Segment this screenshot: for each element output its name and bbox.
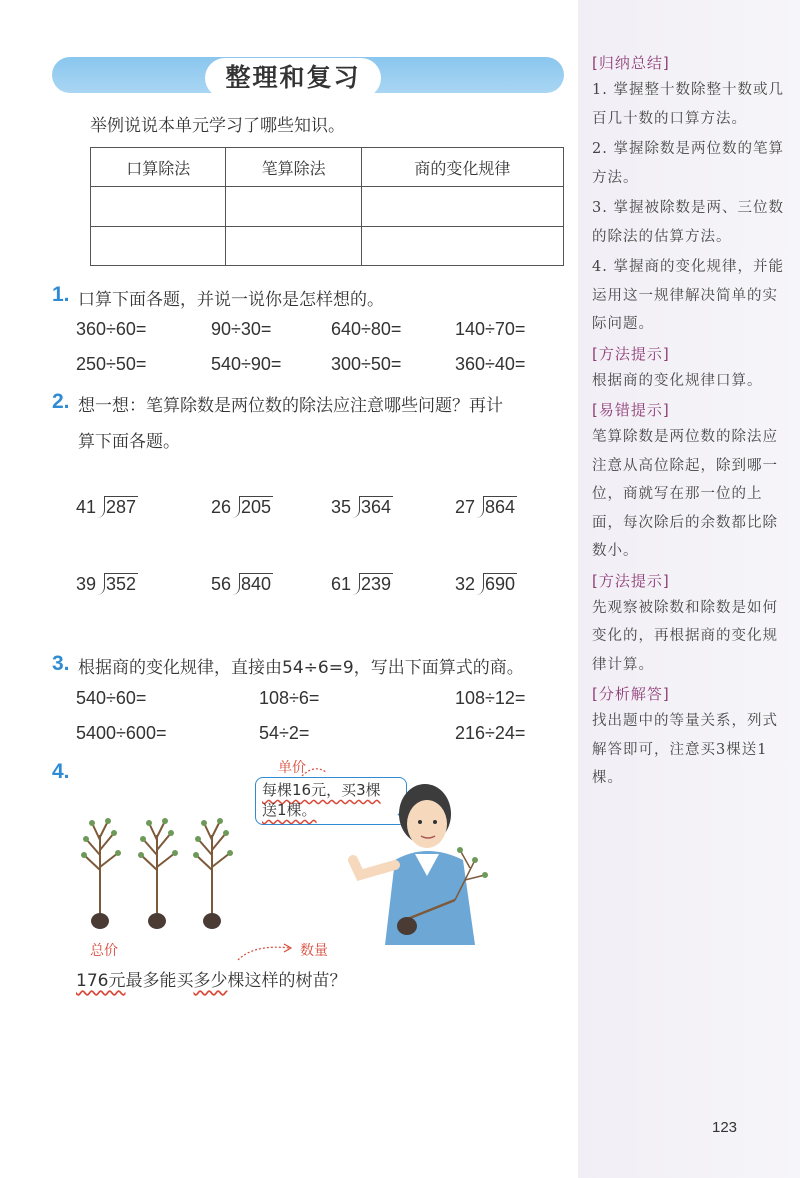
q1-expression: 640÷80= [331,319,402,339]
table-cell[interactable] [226,226,361,265]
question-3-number: 3. [52,652,70,675]
long-division [211,496,273,518]
division-bracket [352,496,360,518]
annotation-arrow-icon [234,940,294,964]
dividend: 239 [361,574,392,594]
long-division [331,573,393,595]
q3-expression: 216÷24= [455,723,526,743]
dividend: 287 [106,497,137,517]
annotation-quantity: 数量 [300,943,328,959]
intro-text: 举例说说本单元学习了哪些知识。 [90,116,345,136]
division-bracket [476,496,484,518]
question-2-number: 2. [52,390,70,413]
sidebar-paragraph: 1. 掌握整十数除整十数或几百几十数的口算方法。 [592,82,784,127]
annotation-total-price: 总价 [90,943,118,959]
sidebar-paragraph: 3. 掌握被除数是两、三位数的除法的估算方法。 [592,200,784,245]
q3-expression: 5400÷600= [76,723,167,743]
long-division [455,573,517,595]
dividend: 205 [241,497,272,517]
table-cell[interactable] [226,187,361,226]
sidebar-heading: [易错提示] [592,401,670,419]
divisor: 61 [331,574,352,594]
saplings-illustration [72,815,242,935]
bubble-line-1: 每棵16元，买3棵 [262,781,381,799]
question-4-number: 4. [52,760,70,783]
dividend: 352 [106,574,137,594]
divisor: 27 [455,497,476,517]
long-division [331,496,393,518]
bubble-line-2: 送1棵。 [262,801,317,819]
sidebar-heading: [分析解答] [592,685,670,703]
q1-expression: 250÷50= [76,354,147,374]
sidebar-paragraph: 4. 掌握商的变化规律，并能运用这一规律解决简单的实际问题。 [592,259,784,332]
q3-expression: 540÷60= [76,688,147,708]
page-title: 整理和复习 [205,58,381,98]
table-cell[interactable] [361,187,563,226]
sidebar [578,0,800,1178]
division-bracket [232,573,240,595]
question-2-text-line2: 算下面各题。 [78,432,180,452]
long-division [455,496,517,518]
divisor: 26 [211,497,232,517]
sidebar-heading: [方法提示] [592,344,670,363]
q1-expression: 540÷90= [211,354,282,374]
division-bracket [352,573,360,595]
knowledge-table [90,147,564,266]
boy-illustration [335,780,495,950]
division-bracket [476,573,484,595]
q4-quantity-word: 多少 [193,971,228,991]
table-cell[interactable] [91,226,226,265]
q1-expression: 300÷50= [331,354,402,374]
table-cell[interactable] [361,226,563,265]
long-division [76,496,138,518]
table-row [91,187,564,226]
divisor: 32 [455,574,476,594]
question-1-number: 1. [52,283,70,306]
divisor: 41 [76,497,97,517]
q4-text-part: 最多能买 [125,971,194,991]
dividend: 864 [485,497,516,517]
q4-text-part: 棵这样的树苗？ [227,971,347,991]
q1-expression: 360÷60= [76,319,147,339]
sidebar-paragraph: 先观察被除数和除数是如何变化的，再根据商的变化规律计算。 [592,599,778,673]
q1-expression: 360÷40= [455,354,526,374]
sidebar-paragraph: 根据商的变化规律口算。 [592,372,763,389]
division-bracket [232,496,240,518]
long-division [211,573,273,595]
q3-expression: 108÷12= [455,688,526,708]
table-header-cell: 口算除法 [91,148,226,187]
dividend: 840 [241,574,272,594]
question-1-text: 口算下面各题，并说一说你是怎样想的。 [78,290,384,310]
q3-expression: 108÷6= [259,688,320,708]
division-bracket [97,496,105,518]
divisor: 39 [76,574,97,594]
divisor: 56 [211,574,232,594]
question-3-text: 根据商的变化规律，直接由54÷6=9，写出下面算式的商。 [78,658,524,678]
q1-expression: 140÷70= [455,319,526,339]
sidebar-content [592,50,787,795]
question-4-text [76,966,346,991]
page-number: 123 [712,1119,738,1136]
q4-total-value: 176元 [76,971,126,991]
divisor: 35 [331,497,352,517]
long-division [76,573,138,595]
division-bracket [97,573,105,595]
question-2-text-line1: 想一想：笔算除数是两位数的除法应注意哪些问题？再计 [78,396,503,416]
table-row [91,226,564,265]
sidebar-paragraph: 找出题中的等量关系，列式解答即可，注意买3棵送1棵。 [592,713,778,786]
sidebar-paragraph: 笔算除数是两位数的除法应注意从高位除起，除到哪一位，商就写在那一位的上面，每次除后的余数都比除数小。 [592,429,778,559]
table-cell[interactable] [91,187,226,226]
sidebar-heading: [归纳总结] [592,54,670,72]
sidebar-heading: [方法提示] [592,571,670,590]
table-header-row [91,148,564,187]
sidebar-paragraph: 2. 掌握除数是两位数的笔算方法。 [592,141,784,186]
q3-expression: 54÷2= [259,723,310,743]
table-header-cell: 笔算除法 [226,148,361,187]
q1-expression: 90÷30= [211,319,272,339]
dividend: 364 [361,497,392,517]
annotation-unit-price: 单价 [278,760,306,776]
dividend: 690 [485,574,516,594]
table-header-cell: 商的变化规律 [361,148,563,187]
